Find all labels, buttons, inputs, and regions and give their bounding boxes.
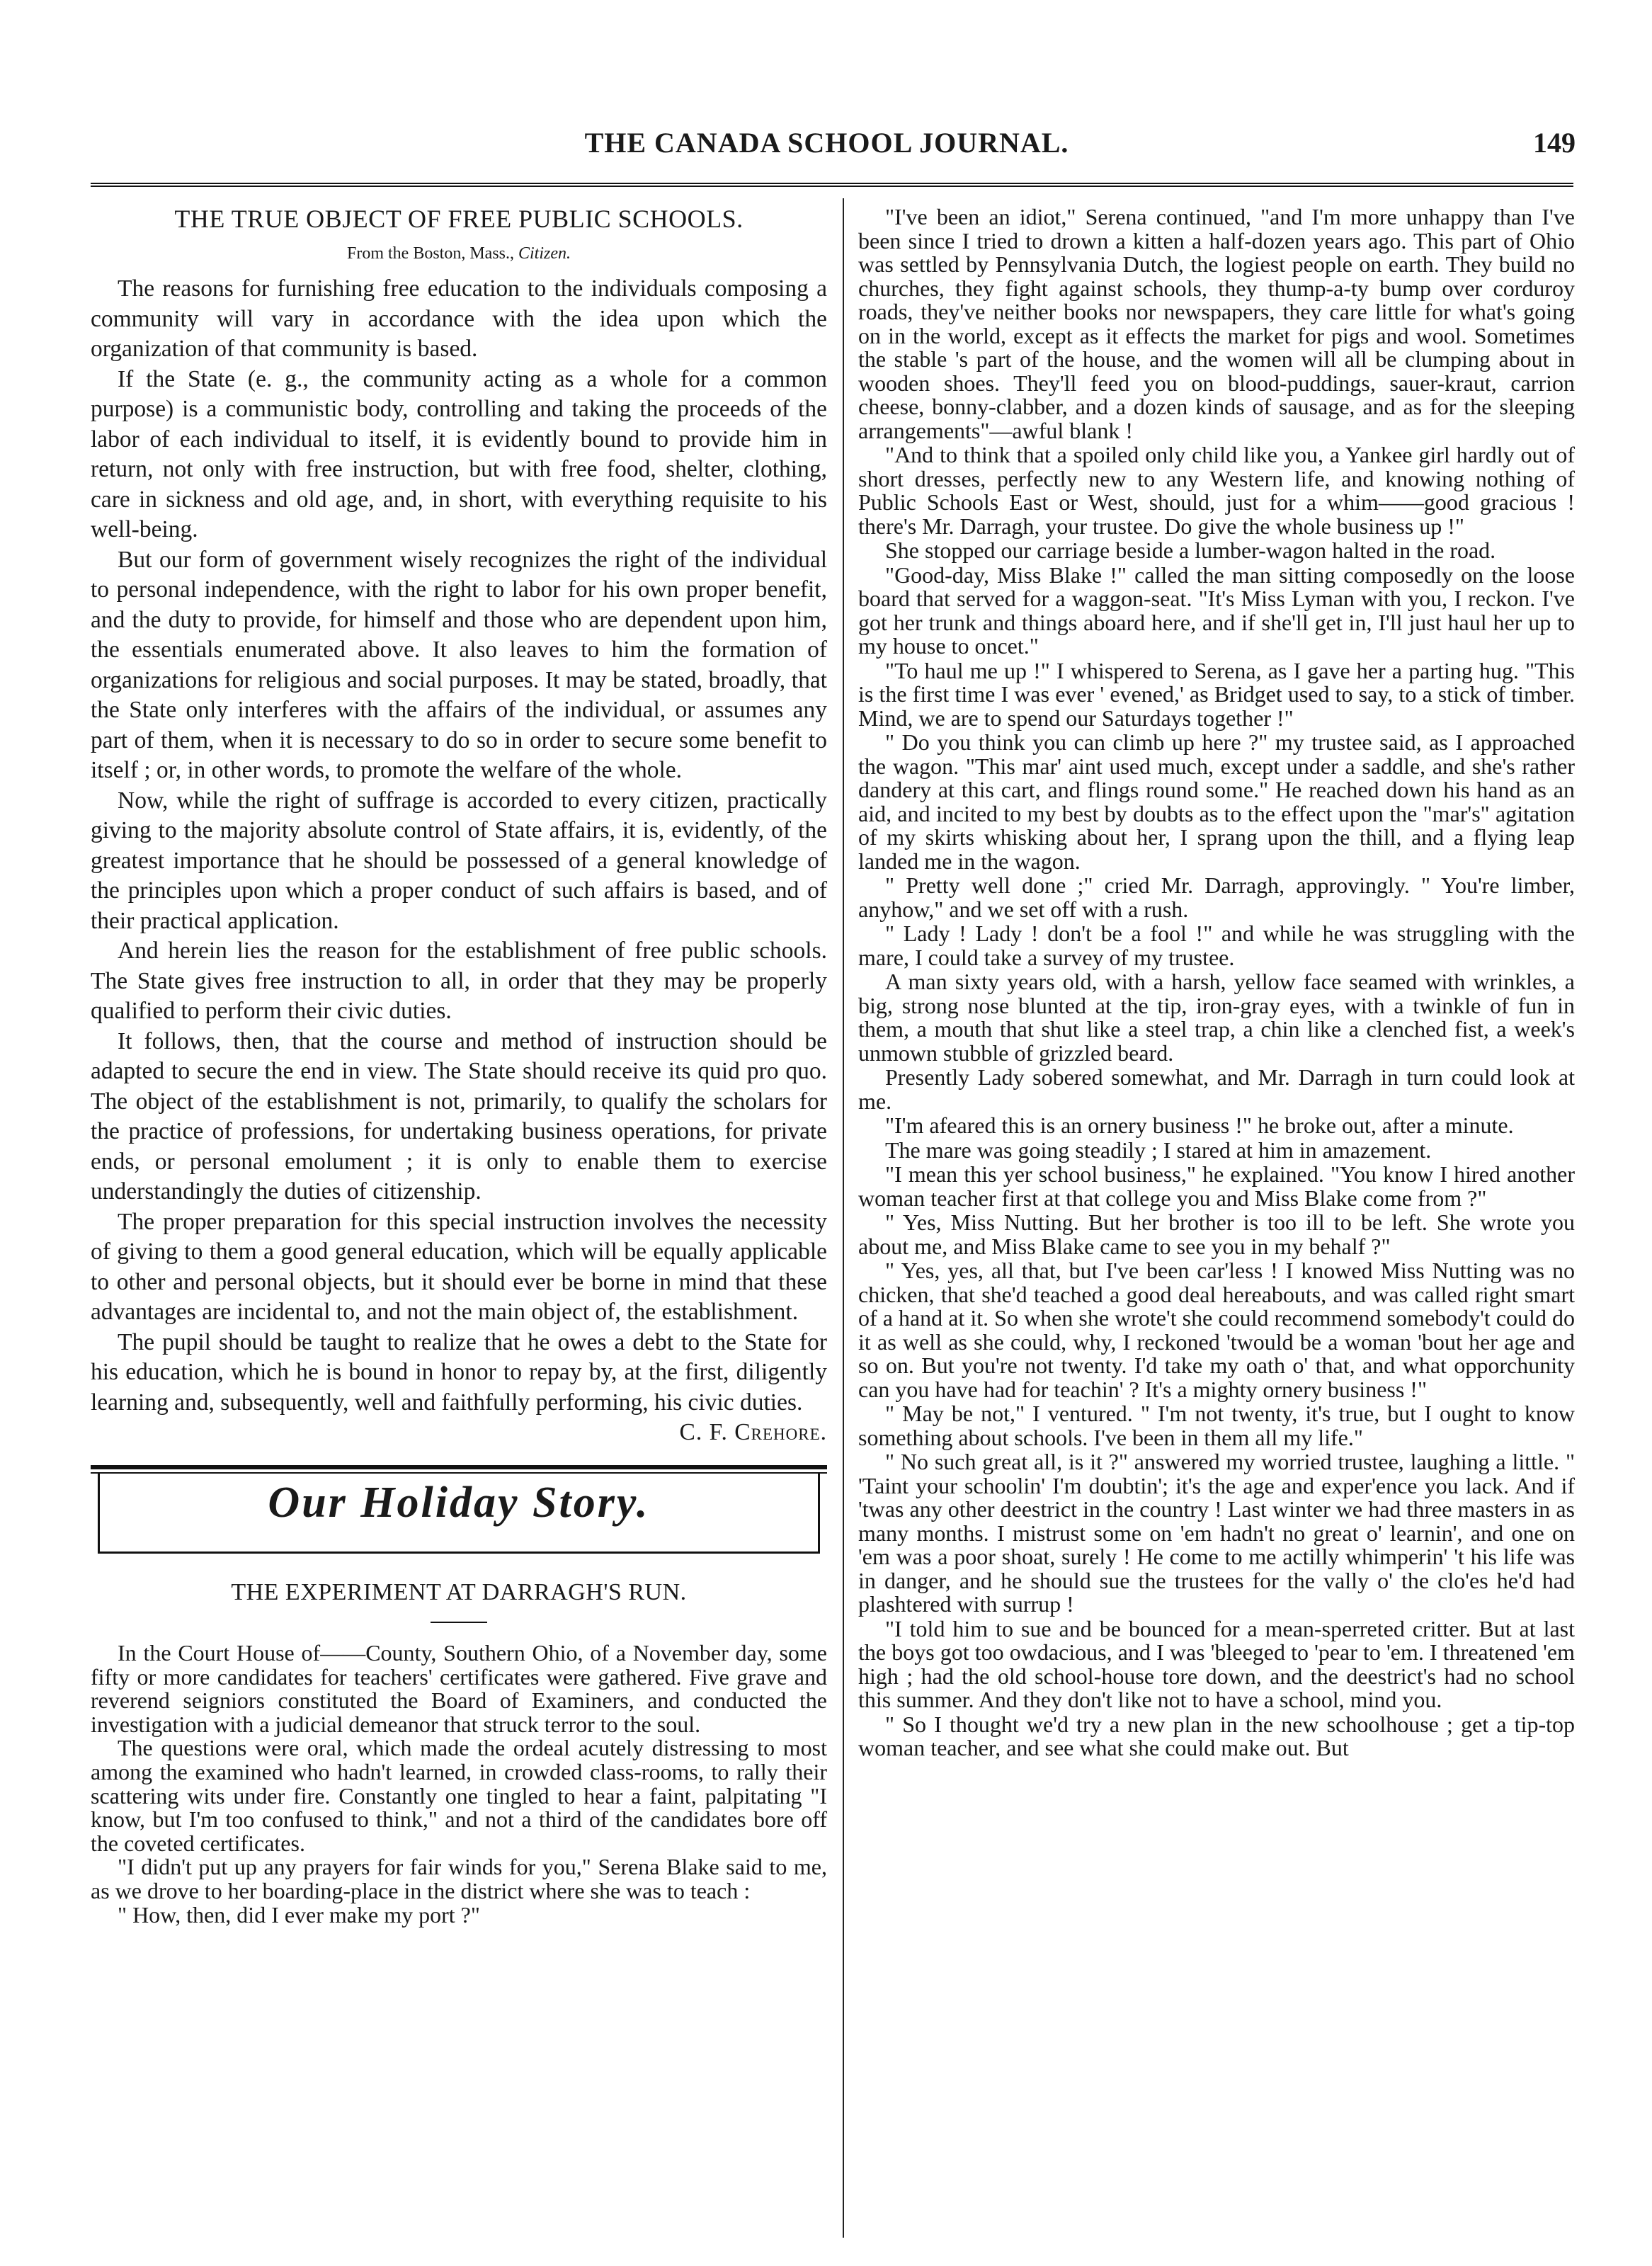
- article-paragraph: The pupil should be taught to realize that he owes a debt to the State for his education, which he is bound in honor to repay by, at the first, diligently learning and, subsequently, well and faithfully performing, his civic duties.: [91, 1328, 827, 1416]
- article-paragraph: But our form of government wisely recognizes the right of the individual to personal independence, with the right to labor for his own proper benefit, and the duty to provide, for himself and those who are dependent upon him, the essentials enumerated above. It also leaves to him the formation of organizations for religious and social purposes. It may be stated, broadly, that the State only interferes with the affairs of the individual, or assumes any part of them, when it is necessary to do so in order to secure some benefit to itself ; or, in other words, to promote the welfare of the whole.: [91, 546, 827, 783]
- story-paragraph: The questions were oral, which made the ordeal acutely distressing to most among the examined who hadn't learned, in crowded class-rooms, to rally their scattering wits under fire. Constantly one tingled to hear a faint, palpitating "I know, but I'm too confused to think," and not a third of the candidates bore off the coveted certificates.: [91, 1735, 827, 1856]
- article-paragraph: Now, while the right of suffrage is accorded to every citizen, practically giving to the majority absolute control of State affairs, it is, evidently, of the greatest importance that he should be possessed of a general knowledge of the principles upon which a proper conduct of such affairs is based, and of their practical application.: [91, 787, 827, 934]
- story-paragraph: " No such great all, is it ?" answered my worried trustee, laughing a little. " 'Taint your schoolin' I'm doubtin'; it's the age and exper'ence you lack. And if 'twas any other deestrict in the country ! Last winter we had three masters in as many months. I mistrust some on 'em hadn't no great o' learnin', and one on 'em was a poor shoat, surely ! He come to me actilly whimperin' 't his life was in danger, and he should sue the trustees for the vally o' the clo'es he'd had plashtered with surrup !: [858, 1449, 1575, 1617]
- article-paragraph: If the State (e. g., the community acting as a whole for a common purpose) is a communistic body, controlling and taking the proceeds of the labor of each individual to itself, it is evidently bound to provide him in return, not only with free instruction, but with free food, shelter, clothing, care in sickness and old age, and, in short, with everything requisite to his well-being.: [91, 365, 827, 542]
- article-body: [91, 274, 827, 1418]
- article-author: C. F. Crehore.: [679, 1419, 827, 1445]
- story-paragraph: " Yes, yes, all that, but I've been car'less ! I knowed Miss Nutting was no chicken, that she'd teached a good deal hereabouts, and was called right smart of a hand at it. So when she wrote't she could recommend somebody't could do it as well as she could, why, I reckoned 'twould be a woman 'bout her age and so on. But you're not twenty. I'd take my oath o' that, and what opporchunity can you have had for teachin' ? It's a mighty ornery business !": [858, 1258, 1575, 1402]
- story-title: THE EXPERIMENT AT DARRAGH'S RUN.: [231, 1578, 687, 1605]
- article-paragraph: The reasons for furnishing free education to the individuals composing a community will vary in accordance with the idea upon which the organization of that community is based.: [91, 275, 827, 362]
- story-paragraph: " How, then, did I ever make my port ?": [118, 1901, 480, 1928]
- story-paragraph: "I've been an idiot," Serena continued, "and I'm more unhappy than I've been since I tried to drown a kitten a half-dozen years ago. This part of Ohio was settled by Pennsylvania Dutch, the logiest people on earth. They build no churches, they fight against schools, they thump-a-ty bump over corduroy roads, they've neither books nor newspapers, they care little for what's going on in the world, except as it effects the market for pigs and wool. Sometimes the stable 's part of the house, and the women will all be clumping about in wooden shoes. They'll feed you on blood-puddings, sauer-kraut, carrion cheese, bonny-clabber, and a dozen kinds of sausage, and as for the sleeping arrangements"—awful blank !: [858, 204, 1575, 443]
- article-paragraph: It follows, then, that the course and method of instruction should be adapted to secure the end in view. The State should receive its quid pro quo. The object of the establishment is not, primarily, to qualify the scholars for the practice of professions, for undertaking business operations, for private ends, or personal emolument ; it is only to enable them to exercise understandingly the duties of citizenship.: [91, 1027, 827, 1205]
- story-paragraph: Presently Lady sobered somewhat, and Mr. Darragh in turn could look at me.: [858, 1064, 1575, 1114]
- article-paragraph: The proper preparation for this special instruction involves the necessity of giving to them a good general education, which will be equally applicable to other and personal objects, but it should ever be borne in mind that these advantages are incidental to, and not the main object of, the establishment.: [91, 1208, 827, 1325]
- title-dash: [431, 1622, 487, 1623]
- story-paragraph: In the Court House of——County, Southern Ohio, of a November day, some fifty or more candidates for teachers' certificates were gathered. Five grave and reverend seigniors constituted the Board of Examiners, and conducted the investigation with a judicial demeanor that struck terror to the soul.: [91, 1640, 827, 1737]
- story-paragraph: "I told him to sue and be bounced for a mean-sperreted critter. But at last the boys got too owdacious, and I was 'bleeged to 'pear to 'em. I threatened 'em high ; had the old school-house tore down, and the deestrict's had no school this summer. And they don't like not to have a school, mind you.: [858, 1615, 1575, 1712]
- holiday-heading: Our Holiday Story.: [268, 1478, 650, 1527]
- story-paragraph: "To haul me up !" I whispered to Serena, as I gave her a parting hug. "This is the first time I was ever ' evened,' as Bridget used to say, to a stick of timber. Mind, we are to spend our Saturdays together !": [858, 657, 1575, 731]
- source-prefix: From the Boston, Mass.,: [346, 244, 518, 263]
- story-paragraph: " Pretty well done ;" cried Mr. Darragh, approvingly. " You're limber, anyhow," and we set off with a rush.: [858, 872, 1575, 922]
- right-column: [858, 205, 1575, 1761]
- story-paragraph: "And to think that a spoiled only child like you, a Yankee girl hardly out of short dresses, perfectly new to any Western life, and knowing nothing of Public Schools East or West, should, just for a whim——good gracious ! there's Mr. Darragh, your trustee. Do give the whole business up !": [858, 442, 1575, 539]
- column-divider: [843, 198, 844, 2238]
- story-paragraph: The mare was going steadily ; I stared at him in amazement.: [885, 1137, 1432, 1163]
- story-paragraph: "Good-day, Miss Blake !" called the man sitting composedly on the loose board that served for a waggon-seat. "It's Miss Lyman with you, I reckon. I've got her trunk and things aboard here, and if she'll get in, I'll just haul her up to my house to oncet.": [858, 562, 1575, 659]
- story-body-right: [858, 205, 1575, 1760]
- story-paragraph: "I'm afeared this is an ornery business !" he broke out, after a minute.: [885, 1112, 1514, 1138]
- story-paragraph: " Lady ! Lady ! don't be a fool !" and while he was struggling with the mare, I could take a survey of my trustee.: [858, 921, 1575, 970]
- article-source: [91, 239, 827, 269]
- article-paragraph: And herein lies the reason for the establishment of free public schools. The State gives free instruction to all, in order that they may be properly qualified to perform their civic duties.: [91, 938, 827, 1024]
- page-header: [78, 119, 1576, 176]
- journal-title: THE CANADA SCHOOL JOURNAL.: [584, 127, 1069, 159]
- story-paragraph: " May be not," I ventured. " I'm not twenty, it's true, but I ought to know something about schools. I've been in them all my life.": [858, 1401, 1575, 1450]
- story-paragraph: "I didn't put up any prayers for fair winds for you," Serena Blake said to me, as we drove to her boarding-place in the district where she was to teach :: [91, 1854, 827, 1903]
- section-rule: [91, 1465, 827, 1469]
- story-paragraph: " Do you think you can climb up here ?" my trustee said, as I approached the wagon. "This mar' aint used much, except under a saddle, and she's rather dandery at this cart, and flings round some." He reached down his hand as an aid, and incited to my best by doubts as to the effect upon the "mar's" agitation of my skirts whisking about her, I sprang upon the thill, and a flying leap landed me in the wagon.: [858, 729, 1575, 874]
- header-rule: [91, 183, 1573, 187]
- holiday-heading-box: [98, 1474, 820, 1554]
- article-title: THE TRUE OBJECT OF FREE PUBLIC SCHOOLS.: [174, 205, 744, 233]
- source-name: Citizen.: [518, 244, 571, 263]
- page-number: 149: [1533, 127, 1576, 159]
- story-paragraph: " Yes, Miss Nutting. But her brother is too ill to be left. She wrote you about me, and Miss Blake came to see you in my behalf ?": [858, 1209, 1575, 1259]
- story-body-left: [91, 1641, 827, 1927]
- story-paragraph: " So I thought we'd try a new plan in the new schoolhouse ; get a tip-top woman teacher, and see what she could make out. But: [858, 1711, 1575, 1760]
- story-paragraph: She stopped our carriage beside a lumber-wagon halted in the road.: [885, 537, 1496, 563]
- left-column: [91, 204, 827, 1927]
- story-paragraph: "I mean this yer school business," he explained. "You know I hired another woman teacher first at that college you and Miss Blake come from ?": [858, 1161, 1575, 1211]
- story-paragraph: A man sixty years old, with a harsh, yellow face seamed with wrinkles, a big, strong nose blunted at the tip, iron-gray eyes, with a twinkle of fun in them, a mouth that shut like a steel trap, a chin like a clenched fist, a week's unmown stubble of grizzled beard.: [858, 969, 1575, 1066]
